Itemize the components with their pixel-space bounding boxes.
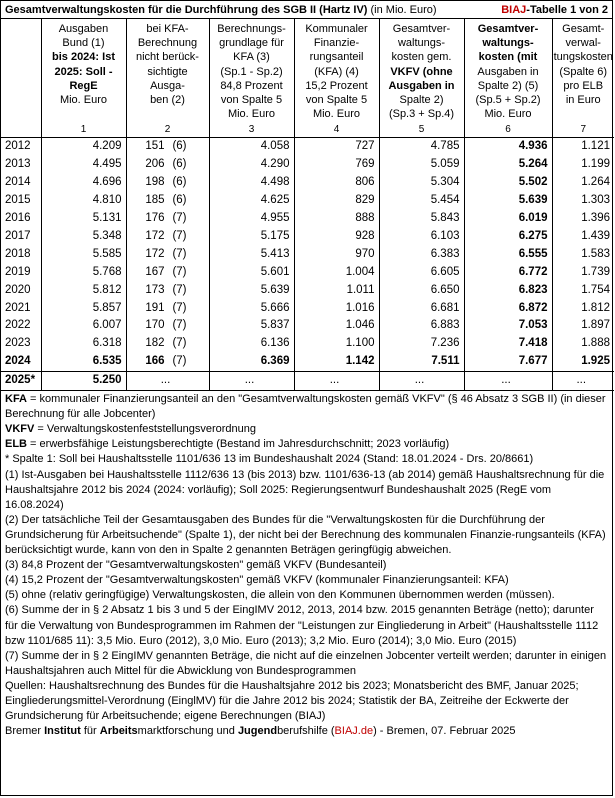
table-row: [1, 353, 614, 371]
cell-col-5: 6.383: [379, 246, 464, 264]
cell-col-7: 1.739: [581, 265, 610, 278]
cell-col-2: 170 (7): [126, 317, 209, 335]
cell-col-7: ...: [552, 372, 614, 391]
cell-col-4: 928: [294, 228, 379, 246]
table-label: [501, 4, 608, 16]
table-row: [1, 317, 614, 335]
cell-col-2: 151 (6): [126, 138, 209, 156]
cell-col-1: 4.696: [41, 174, 126, 192]
cell-col-2: 198 (6): [126, 174, 209, 192]
col-number: 3: [209, 121, 294, 138]
note-kfa: KFA = kommunaler Finanzierungsanteil an den "Gesamtverwaltungskosten gemäß VKFV" (§ 46 Absatz 3 SGB II) (in dieser Berechnung für alle Jobcenter): [5, 393, 606, 421]
cell-col-7: 1.925: [552, 353, 614, 371]
header-col-7: Gesamt- verwal- tungskosten (Spalte 6) pro ELB in Euro: [553, 23, 613, 107]
cell-year: 2024: [1, 353, 41, 371]
cell-col-4: 727: [294, 138, 379, 156]
cell-year: 2022: [1, 317, 41, 335]
cell-col-7: 1.812: [581, 301, 610, 314]
header-col-4: Kommunaler Finanzie- rungsanteil (KFA) (4) 15,2 Prozent von Spalte 5 Mio. Euro: [294, 19, 379, 121]
table-label-prefix: BIAJ: [501, 3, 527, 16]
cell-col-4: ...: [294, 372, 379, 391]
cell-col-2: 206 (6): [126, 156, 209, 174]
cell-col-3: 4.498: [209, 174, 294, 192]
cell-col-7: 1.897: [581, 319, 610, 332]
cell-year: 2021: [1, 300, 41, 318]
projection-row: [1, 372, 614, 391]
title-unit: (in Mio. Euro): [367, 3, 437, 16]
table-row: [1, 192, 614, 210]
cell-col-4: 1.011: [294, 282, 379, 300]
cell-col-6: 7.053: [464, 317, 552, 335]
cell-year: 2018: [1, 246, 41, 264]
cell-col-4: 1.016: [294, 300, 379, 318]
header-year: [1, 19, 41, 121]
cell-col-2: 182 (7): [126, 335, 209, 353]
note-sources: Quellen: Haushaltsrechnung des Bundes für die Haushaltsjahre 2012 bis 2023; Monatsbericht des BMF, Januar 2025; Eingliederungsmittel-Verordnung (EinglMV) für die Jahre 2012 bis 2024; Statistik der BA, Zeitreihe der Eckwerte der Grundsicherung für Arbeitsuchende; eigene Berechnungen (BIAJ): [5, 679, 579, 723]
cell-col-6: 4.936: [464, 138, 552, 156]
cell-col-6: 6.275: [464, 228, 552, 246]
cell-col-2: 176 (7): [126, 210, 209, 228]
cell-col-4: 970: [294, 246, 379, 264]
cell-col-7: 1.583: [581, 247, 610, 260]
cell-col-1: 5.812: [41, 282, 126, 300]
cell-col-1: 5.348: [41, 228, 126, 246]
header-row: [1, 19, 614, 121]
cell-col-5: 7.511: [379, 353, 464, 371]
cell-year: 2025*: [1, 372, 41, 391]
cell-col-3: 5.601: [209, 264, 294, 282]
table-body: [1, 138, 614, 391]
cell-col-2: 167 (7): [126, 264, 209, 282]
cell-col-3: 6.136: [209, 335, 294, 353]
cell-col-7: 1.303: [581, 194, 610, 207]
cell-col-1: 6.007: [41, 317, 126, 335]
cell-col-2: 191 (7): [126, 300, 209, 318]
cell-col-6: ...: [464, 372, 552, 391]
cell-col-5: 5.454: [379, 192, 464, 210]
column-number-row: [1, 121, 614, 138]
cell-col-4: 1.142: [294, 353, 379, 371]
note-elb: ELB = erwerbsfähige Leistungsberechtigte (Bestand im Jahresdurchschnitt; 2023 vorläufig): [5, 438, 450, 451]
cell-col-7: 1.754: [581, 283, 610, 296]
cell-col-4: 1.004: [294, 264, 379, 282]
table-row: [1, 282, 614, 300]
table-row: [1, 300, 614, 318]
cell-col-6: 6.772: [464, 264, 552, 282]
cell-year: 2013: [1, 156, 41, 174]
cell-col-7: 1.396: [581, 212, 610, 225]
cell-col-2: 173 (7): [126, 282, 209, 300]
col-number: 1: [41, 121, 126, 138]
cell-col-2: 185 (6): [126, 192, 209, 210]
cell-col-4: 888: [294, 210, 379, 228]
cell-col-2: 166 (7): [126, 353, 209, 371]
cell-col-6: 7.677: [464, 353, 552, 371]
cell-year: 2019: [1, 264, 41, 282]
cell-col-7: 1.199: [581, 158, 610, 171]
cell-col-7: 1.264: [581, 176, 610, 189]
table-row: [1, 210, 614, 228]
cell-col-6: 6.555: [464, 246, 552, 264]
cell-col-1: 5.857: [41, 300, 126, 318]
cell-col-4: 829: [294, 192, 379, 210]
cell-col-6: 5.502: [464, 174, 552, 192]
header-col-3: Berechnungs- grundlage für KFA (3) (Sp.1 - Sp.2) 84,8 Prozent von Spalte 5 Mio. Euro: [209, 19, 294, 121]
cell-col-6: 5.639: [464, 192, 552, 210]
cell-col-5: 5.304: [379, 174, 464, 192]
cell-col-7: 1.888: [581, 337, 610, 350]
col-number: 7: [552, 121, 614, 138]
cell-col-5: 5.843: [379, 210, 464, 228]
cell-col-1: 4.495: [41, 156, 126, 174]
cell-col-4: 769: [294, 156, 379, 174]
col-number: 2: [126, 121, 209, 138]
cell-col-6: 6.019: [464, 210, 552, 228]
cell-col-3: 5.413: [209, 246, 294, 264]
table-row: [1, 246, 614, 264]
cell-year: 2017: [1, 228, 41, 246]
footnotes: [1, 391, 612, 739]
cell-year: 2020: [1, 282, 41, 300]
table-row: [1, 264, 614, 282]
cell-col-2: ...: [126, 372, 209, 391]
cell-col-6: 6.823: [464, 282, 552, 300]
cell-col-1: 4.209: [41, 138, 126, 156]
note-5: (5) ohne (relativ geringfügige) Verwaltungskosten, die allein von den Kommunen übernommen werden (müssen).: [5, 589, 555, 602]
note-vkfv: VKFV = Verwaltungskostenfeststellungsverordnung: [5, 423, 257, 436]
cell-col-3: 5.666: [209, 300, 294, 318]
table-title: [5, 4, 501, 16]
cell-col-5: 6.605: [379, 264, 464, 282]
cell-col-5: 6.103: [379, 228, 464, 246]
footer-credit: Bremer Institut für Arbeitsmarktforschung und Jugendberufshilfe (BIAJ.de) - Bremen, 07. Februar 2025: [5, 725, 516, 738]
table-label-rest: -Tabelle 1 von 2: [526, 3, 608, 16]
cell-col-5: 6.681: [379, 300, 464, 318]
cell-col-1: 4.810: [41, 192, 126, 210]
cell-col-5: 7.236: [379, 335, 464, 353]
cost-table: [1, 19, 614, 391]
col-number: 5: [379, 121, 464, 138]
note-1: (1) Ist-Ausgaben bei Haushaltsstelle 1112/636 13 (bis 2013) bzw. 1101/636-13 (ab 2014) gemäß Haushaltsrechnung für die Haushaltsjahre 2012 bis 2024 (2024: vorläufig); Soll 2025: Regierungsentwurf Bundeshaushalt 2025 (RegE vom 16.08.2024): [5, 468, 605, 511]
cell-col-2: 172 (7): [126, 246, 209, 264]
header-col-5: Gesamtver- waltungs- kosten gem. VKFV (ohne Ausgaben in Spalte 2) (Sp.3 + Sp.4): [379, 19, 464, 121]
cell-col-1: 5.585: [41, 246, 126, 264]
cell-col-7: 1.121: [581, 140, 610, 153]
note-6: (6) Summe der in § 2 Absatz 1 bis 3 und 5 der EingIMV 2012, 2013, 2014 bzw. 2015 genannten Beträge (netto); darunter für die Verwaltung von Bundesprogrammen im Rahmen der "Leistungen zur Eingliederung in Arbeit" (Haushaltsstelle 1112 bzw 1101/685 11): 3,5 Mio. Euro (2012), 3,0 Mio. Euro (2013); 3,2 Mio. Euro (2014); 3,0 Mio. Euro (2015): [5, 604, 599, 647]
note-3: (3) 84,8 Prozent der "Gesamtverwaltungskosten" gemäß VKFV (Bundesanteil): [5, 559, 387, 572]
cell-col-1: 5.131: [41, 210, 126, 228]
cell-col-4: 806: [294, 174, 379, 192]
cell-col-4: 1.100: [294, 335, 379, 353]
cell-col-5: 4.785: [379, 138, 464, 156]
cell-year: 2016: [1, 210, 41, 228]
cell-col-3: 5.175: [209, 228, 294, 246]
title-bar: [1, 1, 612, 19]
cell-col-1: 5.250: [41, 372, 126, 391]
col-number: 4: [294, 121, 379, 138]
cell-col-3: 4.290: [209, 156, 294, 174]
cell-col-7: 1.439: [581, 229, 610, 242]
header-col-6: Gesamtver- waltungs- kosten (mit Ausgaben in Spalte 2) (5) (Sp.5 + Sp.2) Mio. Euro: [464, 19, 552, 121]
title-main: Gesamtverwaltungskosten für die Durchführung des SGB II (Hartz IV): [5, 3, 368, 16]
cell-col-2: 172 (7): [126, 228, 209, 246]
note-star: * Spalte 1: Soll bei Haushaltsstelle 1101/636 13 im Bundeshaushalt 2024 (Stand: 18.01.2024 - Drs. 20/8661): [5, 453, 534, 466]
col-number: 6: [464, 121, 552, 138]
note-2: (2) Der tatsächliche Teil der Gesamtausgaben des Bundes für die "Verwaltungskosten für die Durchführung der Grundsicherung für Arbeitsuchende" (Spalte 1), der nicht bei der Berechnung des kommunalen Finanzie-rungsanteils (KFA) berücksichtigt wurde, kann von den in Spalte 2 genannten Beträgen geringfügig abweichen.: [5, 513, 606, 557]
cell-col-3: ...: [209, 372, 294, 391]
cell-col-3: 6.369: [209, 353, 294, 371]
table-row: [1, 174, 614, 192]
table-row: [1, 335, 614, 353]
cell-year: 2023: [1, 335, 41, 353]
table-row: [1, 138, 614, 156]
note-7: (7) Summe der in § 2 EingIMV genannten Beträge, die nicht auf die einzelnen Jobcenter verteilt werden; darunter in einigen Haushaltsjahren auch Mittel für die Abwicklung von Bundesprogrammen: [5, 649, 607, 677]
cell-col-3: 4.625: [209, 192, 294, 210]
cell-year: 2015: [1, 192, 41, 210]
table-row: [1, 156, 614, 174]
cell-col-1: 5.768: [41, 264, 126, 282]
cell-col-4: 1.046: [294, 317, 379, 335]
note-4: (4) 15,2 Prozent der "Gesamtverwaltungskosten" gemäß VKFV (kommunaler Finanzierungsanteil: KFA): [5, 574, 509, 587]
cell-col-5: 5.059: [379, 156, 464, 174]
header-col-1: Ausgaben Bund (1) bis 2024: Ist 2025: Soll - RegE Mio. Euro: [41, 19, 126, 121]
cell-col-5: ...: [379, 372, 464, 391]
cell-col-6: 5.264: [464, 156, 552, 174]
cell-col-5: 6.883: [379, 317, 464, 335]
cell-col-6: 6.872: [464, 300, 552, 318]
cell-col-3: 4.955: [209, 210, 294, 228]
cell-col-1: 6.318: [41, 335, 126, 353]
cell-col-3: 4.058: [209, 138, 294, 156]
cell-col-3: 5.639: [209, 282, 294, 300]
cell-col-5: 6.650: [379, 282, 464, 300]
cell-col-3: 5.837: [209, 317, 294, 335]
table-row: [1, 228, 614, 246]
cell-col-1: 6.535: [41, 353, 126, 371]
header-col-2: bei KFA- Berechnung nicht berück- sichtigte Ausga- ben (2): [126, 19, 209, 121]
cell-col-6: 7.418: [464, 335, 552, 353]
cell-year: 2014: [1, 174, 41, 192]
cell-year: 2012: [1, 138, 41, 156]
